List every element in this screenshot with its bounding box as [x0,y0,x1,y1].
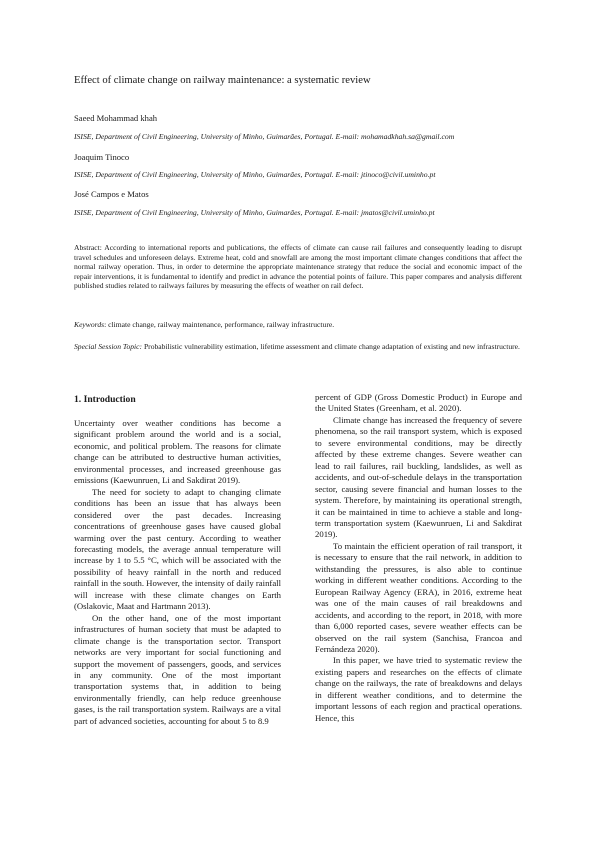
author-name: Joaquim Tinoco [74,152,130,162]
body-paragraph: Climate change has increased the frequency of severe phenomena, so the rail transport system, which is exposed to severe environmental conditions, may be directly affected by these extreme changes. Severe weather can lead to rail failures, rail buckling, landslides, as well as accidents, and out-of-schedule delays in the transportation sector, causing severe financial and human losses to the system. Therefore, by maintaining its operational strength, it can be maintained in time to achieve a stable and long-term transportation system (Kaewunruen, Li and Sakdirat 2019). [315,414,522,540]
body-paragraph: percent of GDP (Gross Domestic Product) in Europe and the United States (Greenham, et al. 2020). [315,392,522,414]
body-paragraph: In this paper, we have tried to systematic review the existing papers and researches on the effects of climate change on the railways, the rate of breakdowns and delays in different weather conditions, and to determine the important lessons of each region and practical operations. Hence, this [315,655,522,723]
author-name: Saeed Mohammad khah [74,113,158,123]
author-affiliation: ISISE, Department of Civil Engineering, University of Minho, Guimarães, Portugal. E-mail: jmatos@civil.uminho.pt [74,208,435,217]
left-column [74,418,281,727]
author-affiliation: ISISE, Department of Civil Engineering, University of Minho, Guimarães, Portugal. E-mail: mohamadkhah.sa@gmail.com [74,132,455,141]
session-topic-label: Special Session Topic: [74,342,143,351]
paper-title: Effect of climate change on railway maintenance: a systematic review [74,75,371,86]
author-affiliation: ISISE, Department of Civil Engineering, University of Minho, Guimarães, Portugal. E-mail: jtinoco@civil.uminho.pt [74,170,436,179]
keywords-text: : climate change, railway maintenance, performance, railway infrastructure. [104,320,335,329]
session-topic-text: Probabilistic vulnerability estimation, lifetime assessment and climate change adaptation of existing and new infrastructure. [142,342,520,351]
body-paragraph: The need for society to adapt to changing climate conditions has been an issue that has always been considered over the past decades. Increasing concentrations of greenhouse gases have caused global warming over the past century. According to weather forecasting models, the average annual temperature will increase by 1 to 5.5 °C, which will be associated with the possibility of heavy rainfall in the north and reduced rainfall in the south. However, the intensity of daily rainfall will increase with these climate changes on Earth (Oslakovic, Maat and Hartmann 2013). [74,486,281,612]
keywords-label: Keywords [74,320,105,329]
right-column [315,392,522,724]
body-paragraph: Uncertainty over weather conditions has become a significant problem around the world and is a social, economic, and political problem. The reasons for climate change can be attributed to destructive human activities, environmental processes, and increased greenhouse gas emissions (Kaewunruen, Li and Sakdirat 2019). [74,418,281,486]
session-topic [74,342,522,352]
keywords [74,320,522,330]
section-heading: 1. Introduction [74,394,136,405]
author-name: José Campos e Matos [74,189,149,199]
body-paragraph: To maintain the efficient operation of rail transport, it is necessary to ensure that the rail network, in addition to withstanding the pressures, is also able to continue working in different weather conditions. According to the European Railway Agency (ERA), in 2016, extreme heat was one of the main causes of rail breakdowns and accidents, and according to the report, in 2018, with more than 6,000 reported cases, severe weather effects can be observed on the rail system (Sanchisa, Francoa and Fernándeza 2020). [315,540,522,654]
abstract: Abstract: According to international reports and publications, the effects of climate can cause rail failures and consequently leading to disrupt travel schedules and unforeseen delays. Extreme heat, cold and snowfall are among the most important climate changes conditions that affect the normal railway operation. Thus, in order to determine the appropriate maintenance strategy that reduce the social and economic impact of the repair interventions, it is fundamental to identify and predict in advance the potential points of failure. This paper compares and analysis different published studies related to railways failures by measuring the effects of weather on rail defect. [74,243,522,290]
body-paragraph: On the other hand, one of the most important infrastructures of human society that must be adapted to climate change is the transportation sector. Transport networks are very important for social functioning and support the movement of passengers, goods, and services in any community. One of the most important transportation systems that, in addition to being environmentally friendly, can help reduce greenhouse gases, is the rail transportation system. Railways are a vital part of advanced societies, accounting for about 5 to 8.9 [74,612,281,726]
